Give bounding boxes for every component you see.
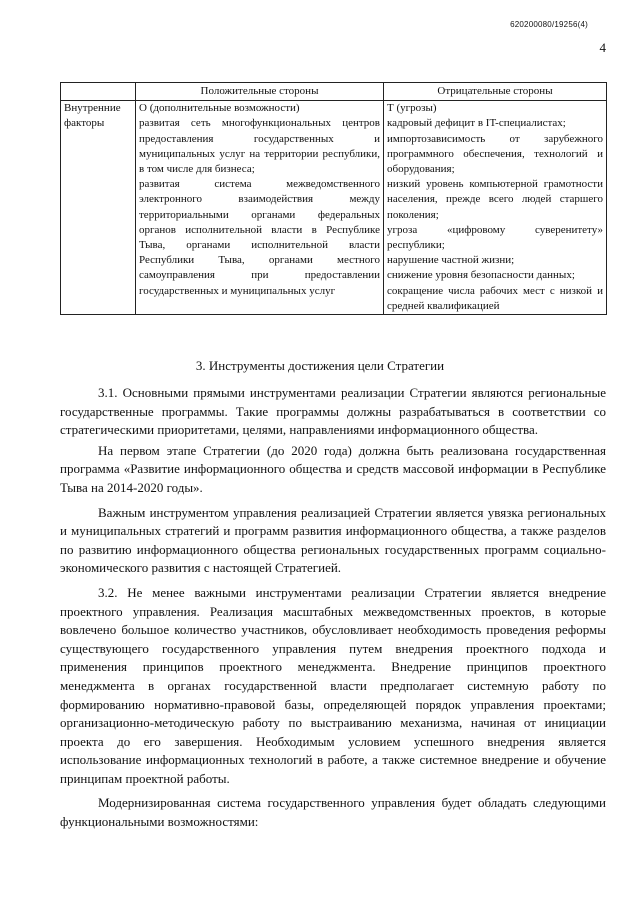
row-label-text: Внутренние факторы <box>64 102 121 130</box>
positive-item: О (дополнительные возможности) <box>139 102 300 115</box>
paragraph: Модернизированная система государственного управления будет обладать следующими функциональными возможностями: <box>60 795 606 830</box>
row-label <box>61 101 136 315</box>
negative-item: импортозависимость от зарубежного программного обеспечения, технологий и оборудования; <box>387 132 603 176</box>
negative-item: сокращение числа рабочих мест с низкой и средней квалификацией <box>387 284 603 312</box>
negative-item: снижение уровня безопасности данных; <box>387 269 575 282</box>
table-header-positive: Положительные стороны <box>136 83 384 101</box>
page-number: 4 <box>599 40 606 55</box>
negative-item: низкий уровень компьютерной грамотности населения, прежде всего людей старшего поколения; <box>387 178 603 221</box>
paragraph: 3.2. Не менее важными инструментами реализации Стратегии является внедрение проектного управления. Реализация масштабных межведомственных проектов, в которые вовлечено большое количество участников, обусловливает необходимость проведения реформы существующего государственного управления путем внедрения проектного подхода и применения принципов проектного менеджмента. Внедрение принципов проектного менеджмента в органах государственной власти предполагает системную работу по формированию нормативно-правовой базы, определяющей порядок управления проектами; организационно-методическую работу по выстраиванию механизма, начиная от инициации проекта до его завершения. Необходимым условием успешного внедрения является использование информационных технологий в работе, а также системное внедрение и обучение принципам проектной работы. <box>60 584 606 786</box>
section-title: 3. Инструменты достижения цели Стратегии <box>195 358 445 373</box>
table-header-row <box>61 83 607 101</box>
table-header-negative: Отрицательные стороны <box>384 83 607 101</box>
paragraph: 3.1. Основными прямыми инструментами реализации Стратегии являются региональные государственные программы. Такие программы должны разрабатываться в соответствии со стратегическими приоритетами, целями, направлениями информационного общества. <box>60 385 606 438</box>
positive-cell <box>136 101 384 315</box>
paragraph: Важным инструментом управления реализацией Стратегии является увязка региональных и муниципальных стратегий и программ развития информационного общества, а также разделов по развитию информационного общества региональных государственных программ социально-экономического развития с настоящей Стратегией. <box>60 504 606 576</box>
negative-cell <box>384 101 607 315</box>
swot-table <box>60 82 607 315</box>
positive-item: развитая сеть многофункциональных центров предоставления государственных и муниципальных услуг на территории республики, в том числе для бизнеса; <box>139 117 380 176</box>
negative-item: угроза «цифровому суверенитету» республики; <box>387 223 603 252</box>
negative-item: кадровый дефицит в IT-специалистах; <box>387 117 566 130</box>
document-id: 620200080/19256(4) <box>510 20 588 29</box>
section-body <box>60 384 606 834</box>
paragraph: На первом этапе Стратегии (до 2020 года) должна быть реализована государственная программа «Развитие информационного общества и средств массовой информации в Республике Тыва на 2014-2020 годы». <box>60 442 606 495</box>
table-header-empty <box>61 83 136 101</box>
positive-item: развитая система межведомственного электронного взаимодействия между территориальными органами федеральных органов исполнительной власти в Республике Тыва, органами исполнительной власти Республики Тыва, органами местного самоуправления при предоставлении государственных и муниципальных услуг <box>139 178 380 297</box>
negative-item: нарушение частной жизни; <box>387 254 515 267</box>
negative-item: Т (угрозы) <box>387 102 437 115</box>
table-row <box>61 101 607 315</box>
